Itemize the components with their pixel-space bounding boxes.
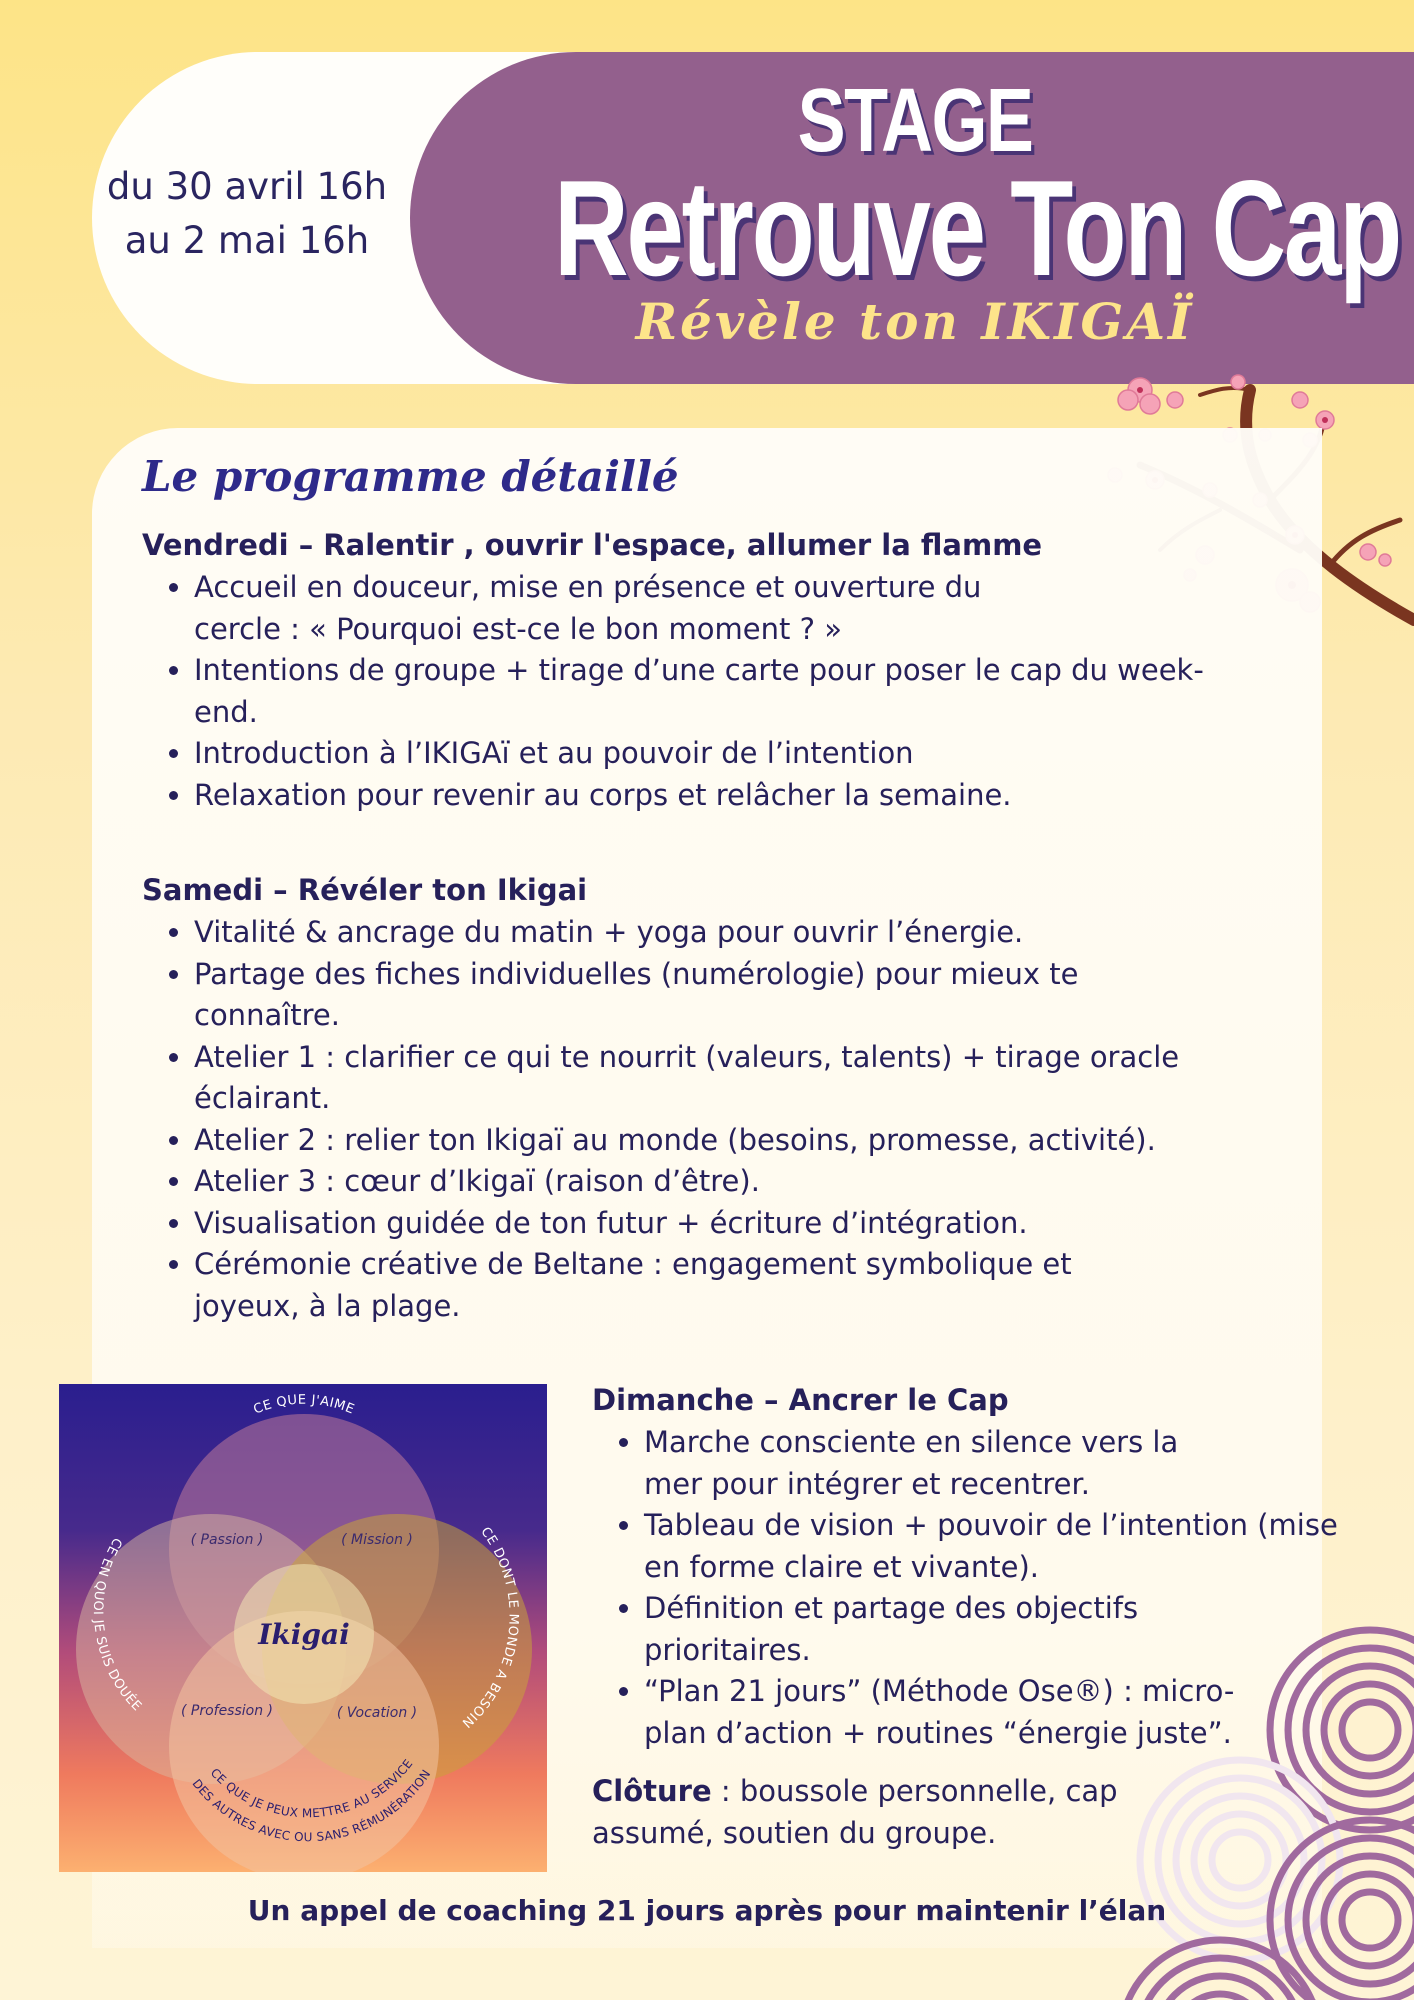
samedi-heading: Samedi – Révéler ton Ikigai xyxy=(142,873,588,907)
footer-note: Un appel de coaching 21 jours après pour maintenir l’élan xyxy=(247,1894,1167,1927)
event-dates xyxy=(92,160,402,268)
list-item: • Accueil en douceur, mise en présence et ouverture du cercle : « Pourquoi est-ce le bon moment ? » xyxy=(194,567,1054,650)
vendredi-list xyxy=(142,567,1254,816)
ikigai-right-label: CE DONT LE MONDE A BESOIN xyxy=(458,1524,521,1731)
stage-label: STAGE xyxy=(797,71,1033,171)
dimanche-heading: Dimanche – Ancrer le Cap xyxy=(592,1383,1009,1417)
ikigai-profession: ( Profession ) xyxy=(180,1703,274,1719)
list-item: • Partage des fiches individuelles (numérologie) pour mieux te connaître. xyxy=(194,954,1154,1037)
date-end: au 2 mai 16h xyxy=(124,219,370,262)
list-item: • Relaxation pour revenir au corps et relâcher la semaine. xyxy=(194,775,1254,817)
list-item: • Cérémonie créative de Beltane : engagement symbolique et joyeux, à la plage. xyxy=(194,1244,1154,1327)
closing-label: Clôture xyxy=(592,1774,712,1808)
ikigai-mission: ( Mission ) xyxy=(341,1532,413,1548)
event-subtitle: Révèle ton IKIGAÏ xyxy=(635,292,1195,351)
closing-description: : boussole personnelle, cap assumé, soutien du groupe. xyxy=(592,1774,1118,1850)
list-item: • Atelier 1 : clarifier ce qui te nourrit (valeurs, talents) + tirage oracle éclairant. xyxy=(194,1037,1274,1120)
ikigai-left-label: CE EN QUOI JE SUIS DOUÉE xyxy=(89,1534,145,1715)
list-item: • Tableau de vision + pouvoir de l’intention (mise en forme claire et vivante). xyxy=(644,1505,1344,1588)
ikigai-center-label: Ikigai xyxy=(258,1618,350,1651)
list-item: • Introduction à l’IKIGAï et au pouvoir de l’intention xyxy=(194,733,1254,775)
ikigai-passion: ( Passion ) xyxy=(190,1532,264,1548)
ikigai-diagram xyxy=(59,1384,547,1872)
ikigai-bottom-label-2: DES AUTRES AVEC OU SANS RÉMUNÉRATION xyxy=(189,1767,434,1845)
wave-pattern-icon xyxy=(1080,1620,1414,2000)
list-item: • Définition et partage des objectifs prioritaires. xyxy=(644,1588,1234,1671)
program-title: Le programme détaillé xyxy=(142,452,679,501)
event-title: Retrouve Ton Cap xyxy=(554,152,1400,304)
list-item: • Visualisation guidée de ton futur + écriture d’intégration. xyxy=(194,1203,1274,1245)
ikigai-top-label: CE QUE J'AIME xyxy=(251,1392,357,1418)
list-item: • Marche consciente en silence vers la mer pour intégrer et recentrer. xyxy=(644,1422,1234,1505)
ikigai-vocation: ( Vocation ) xyxy=(336,1705,418,1721)
date-start: du 30 avril 16h xyxy=(106,165,388,208)
list-item: • Vitalité & ancrage du matin + yoga pour ouvrir l’énergie. xyxy=(194,912,1274,954)
list-item: • Atelier 2 : relier ton Ikigaï au monde (besoins, promesse, activité). xyxy=(194,1120,1274,1162)
list-item: • Atelier 3 : cœur d’Ikigaï (raison d’être). xyxy=(194,1161,1274,1203)
list-item: • Intentions de groupe + tirage d’une carte pour poser le cap du week-end. xyxy=(194,650,1254,733)
vendredi-heading: Vendredi – Ralentir , ouvrir l'espace, allumer la flamme xyxy=(142,528,1043,562)
samedi-list xyxy=(142,912,1274,1327)
ikigai-bottom-label-1: CE QUE JE PEUX METTRE AU SERVICE xyxy=(207,1756,416,1821)
list-item: • “Plan 21 jours” (Méthode Ose®) : micro-plan d’action + routines “énergie juste”. xyxy=(644,1671,1264,1754)
